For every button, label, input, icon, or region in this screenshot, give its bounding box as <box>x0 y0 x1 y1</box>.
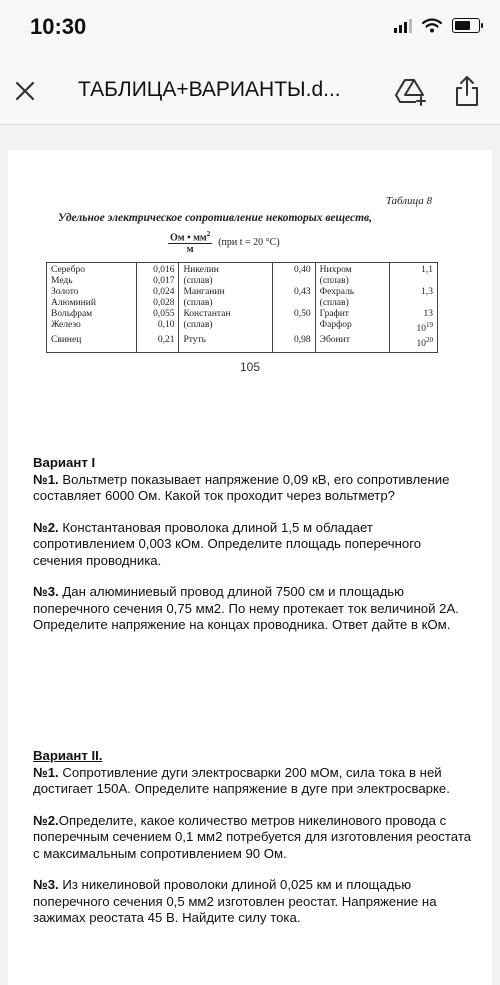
table-row <box>47 263 438 277</box>
table-row <box>47 287 438 298</box>
table-cell-resistivity: $10^{20}$ <box>389 335 437 353</box>
share-icon[interactable] <box>452 74 482 108</box>
add-to-drive-icon[interactable] <box>394 74 428 108</box>
table-cell-resistivity <box>273 276 315 287</box>
table-cell-resistivity: 0,50 <box>273 309 315 320</box>
table-cell-resistivity <box>273 320 315 335</box>
table-cell-substance: Никелин <box>179 263 273 277</box>
table-cell-resistivity <box>389 276 437 287</box>
table-row <box>47 298 438 309</box>
table-cell-substance: Константан <box>179 309 273 320</box>
table-cell-substance: (сплав) <box>179 298 273 309</box>
document-toolbar <box>0 60 500 125</box>
variant-1-task-1: №1. Вольтметр показывает напряжение 0,09 кВ, его сопротивление составляет 6000 Ом. Какой ток проходит через вольтметр? <box>33 471 450 503</box>
table-cell-resistivity: 0,055 <box>136 309 179 320</box>
table-unit <box>168 230 280 255</box>
table-row <box>47 276 438 287</box>
table-cell-resistivity: $10^{19}$ <box>389 320 437 335</box>
variant-2-title: Вариант II. <box>33 748 103 763</box>
variant-2-task-2: №2.Определите, какое количество метров никелинового провода с поперечным сечением 0,1 мм2 потребуется для изготовления реостата с максимальным сопротивлением 90 Ом. <box>33 812 472 861</box>
status-bar <box>0 0 500 60</box>
table-cell-resistivity: 0,024 <box>136 287 179 298</box>
table-row <box>47 309 438 320</box>
table-cell-substance: Вольфрам <box>47 309 137 320</box>
status-time: 10:30 <box>30 14 87 39</box>
unit-numerator: Ом • мм <box>170 232 207 244</box>
table-cell-resistivity: 0,43 <box>273 287 315 298</box>
table-cell-substance: Алюминий <box>47 298 137 309</box>
table-cell-substance: (сплав) <box>315 276 389 287</box>
table-row <box>47 320 438 335</box>
unit-condition: (при t = 20 °C) <box>218 237 280 249</box>
table-cell-resistivity <box>389 298 437 309</box>
table-cell-substance: Железо <box>47 320 137 335</box>
table-cell-resistivity: 0,40 <box>273 263 315 277</box>
table-title: Удельное электрическое сопротивление некоторых веществ, <box>58 212 373 224</box>
table-cell-substance: Свинец <box>47 335 137 353</box>
table-cell-substance: Фехраль <box>315 287 389 298</box>
wifi-icon <box>422 18 442 33</box>
table-cell-resistivity: 0,028 <box>136 298 179 309</box>
table-cell-substance: Ртуть <box>179 335 273 353</box>
variant-1-title: Вариант I <box>33 455 96 470</box>
table-cell-substance: Нихром <box>315 263 389 277</box>
table-cell-resistivity: 1,1 <box>389 263 437 277</box>
document-title: ТАБЛИЦА+ВАРИАНТЫ.d... <box>78 78 341 101</box>
table-caption: Таблица 8 <box>385 195 432 207</box>
cellular-signal-icon <box>394 19 412 33</box>
variant-1-task-3: №3. Дан алюминиевый провод длиной 7500 см и площадью поперечного сечения 0,75 мм2. По нему протекает ток величиной 2А. Определите напряжение на концах проводника. Ответ дайте в кОм. <box>33 584 459 632</box>
document-page <box>8 150 492 985</box>
table-cell-resistivity: 13 <box>389 309 437 320</box>
variant-1-task-2: №2. Константановая проволока длиной 1,5 м обладает сопротивлением 0,003 кОм. Определите площадь поперечного сечения проводника. <box>33 519 422 568</box>
table-cell-resistivity: 0,10 <box>136 320 179 335</box>
status-icons <box>394 18 480 33</box>
table-cell-resistivity: 0,98 <box>273 335 315 353</box>
battery-icon <box>452 18 480 33</box>
table-cell-substance: Эбонит <box>315 335 389 353</box>
table-cell-substance: Манганин <box>179 287 273 298</box>
unit-denominator: м <box>186 244 194 256</box>
close-icon[interactable] <box>10 76 40 106</box>
table-cell-resistivity: 0,017 <box>136 276 179 287</box>
table-cell-resistivity: 0,016 <box>136 263 179 277</box>
table-cell-substance: Фарфор <box>315 320 389 335</box>
variant-2 <box>33 748 473 927</box>
unit-fraction <box>168 230 212 255</box>
table-cell-resistivity <box>273 298 315 309</box>
table-cell-substance: Графит <box>315 309 389 320</box>
table-cell-substance: Золото <box>47 287 137 298</box>
table-cell-substance: Медь <box>47 276 137 287</box>
table-cell-substance: Серебро <box>47 263 137 277</box>
table-row <box>47 335 438 353</box>
variant-2-task-1: №1. Сопротивление дуги электросварки 200 мОм, сила тока в ней достигает 150А. Определите напряжение в дуге при электросварке. <box>33 764 450 796</box>
resistivity-table <box>46 262 438 353</box>
variant-2-task-3: №3. Из никелиновой проволоки длиной 0,025 км и площадью поперечного сечения 0,5 мм2 изготовлен реостат. Напряжение на зажимах реостата 45 В. Найдите силу тока. <box>33 877 437 925</box>
table-cell-substance: (сплав) <box>179 320 273 335</box>
table-cell-resistivity: 1,3 <box>389 287 437 298</box>
book-page-number: 105 <box>239 360 261 374</box>
table-cell-substance: (сплав) <box>179 276 273 287</box>
unit-exponent: 2 <box>206 230 211 238</box>
variant-1 <box>33 455 473 634</box>
table-cell-resistivity: 0,21 <box>136 335 179 353</box>
table-cell-substance: (сплав) <box>315 298 389 309</box>
